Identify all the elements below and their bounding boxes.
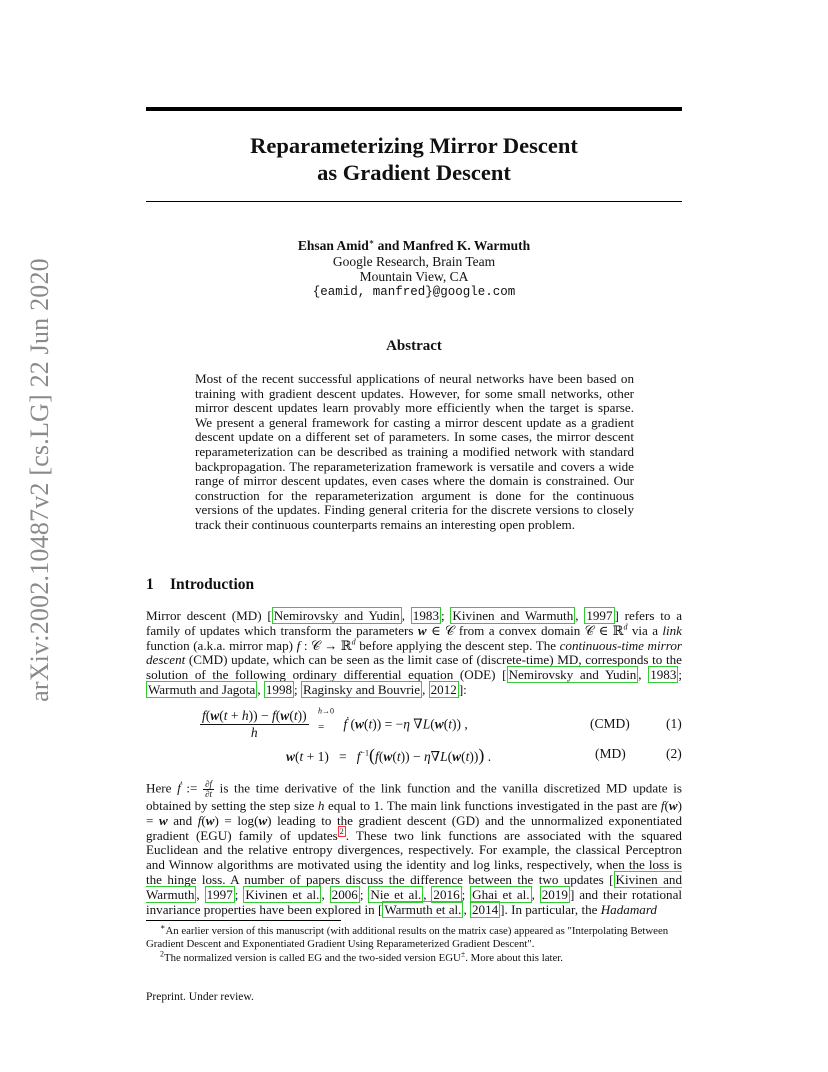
intro-paragraph: Mirror descent (MD) [ Nemirovsky and Yudin , 1983 ; Kivinen and Warmuth , 1997 ] refers to a family of updates which transform the parameters w ∈ 𝒞 from a convex domain 𝒞 ∈ ℝ$^d$ via a link function (a.k.a. mirror map) f : 𝒞 → ℝ$^d$ before applying the descent step. The continuous-time mirror descent (CMD) update, which can be seen as the limit case of (discrete-time) MD, corresponds to the solution of the following ordinary differential equation (ODE) [ Nemirovsky and Yudin , 1983 ; Warmuth and Jagota , 1998 ; Raginsky and Bouvrie , 2012 ]: <box>146 608 683 697</box>
footnote-2-link[interactable]: 2 <box>339 827 344 837</box>
equation-cmd: $\frac{f(w(t + h)) - f(w(t))}{h}$ $^{h\to 0}$ = ḟ (w(t)) = −η ∇L(w(t)) , <box>202 705 468 740</box>
author-block <box>146 238 682 300</box>
citation-link[interactable]: Kivinen and Warmuth <box>146 871 682 902</box>
citation-link[interactable]: Ghai et al. <box>472 886 530 902</box>
citation-link[interactable]: 2016 <box>433 886 460 902</box>
author-affiliation: Google Research, Brain Team <box>332 253 496 269</box>
citation-link[interactable]: Nemirovsky and Yudin <box>508 667 637 683</box>
abstract-heading: Abstract <box>386 338 442 354</box>
preprint-footer: Preprint. Under review. <box>146 991 254 1003</box>
citation-link[interactable]: 1983 <box>650 667 677 683</box>
citation-link[interactable]: Nemirovsky and Yudin <box>273 608 400 623</box>
equation-md: $w(t + 1) = f^{-1}(f(w(t)) - \eta\nabla L(w(t)))$ . <box>286 745 492 765</box>
author-names: Ehsan Amid∗ and Manfred K. Warmuth <box>297 237 531 253</box>
section-heading <box>146 576 254 594</box>
paragraph-link-functions: Here ḟ := $\frac{\partial f}{\partial t}$ is the time derivative of the link function and the vanilla discretized MD update is obtained by setting the step size h equal to 1. The main link functions investigated in the past are f(w) = w and f(w) = log(w) leading to the gradient descent (GD) and the unnormalized exponentiated gradient (EGU) family of updates $^2$ . These two link functions are associated with the squared Euclidean and the relative entropy divergences, respectively. For example, the classical Perceptron and Winnow algorithms are motivated using the identity and log links, respectively, when the loss is the hinge loss. A number of papers discuss the difference between the two updates [ Kivinen and Warmuth , 1997 ; Kivinen et al. , 2006 ; Nie et al. , 2016 ; Ghai et al. , 2019 ] and their rotational invariance properties have been explored in [ Warmuth et al. , 2014 ]. In particular, the Hadamard <box>146 779 683 917</box>
section-title: Introduction <box>170 576 255 593</box>
citation-link[interactable]: 1997 <box>586 608 613 623</box>
title-top-rule <box>146 107 682 111</box>
citation-link[interactable]: 2006 <box>331 886 358 902</box>
section-number: 1 <box>146 576 154 593</box>
arxiv-stamp-text: arXiv:2002.10487v2 [cs.LG] 22 Jun 2020 <box>25 258 54 702</box>
title-line-2: as Gradient Descent <box>317 160 511 185</box>
paper-title <box>146 132 682 186</box>
citation-link[interactable]: Nie et al. <box>370 886 422 902</box>
eq2-label: (MD) <box>595 746 626 761</box>
citation-link[interactable]: Warmuth et al. <box>384 901 462 917</box>
title-bottom-rule <box>146 201 682 202</box>
citation-link[interactable]: Raginsky and Bouvrie <box>302 681 421 697</box>
citation-link[interactable]: Warmuth and Jagota <box>148 681 256 697</box>
eq1-label: (CMD) <box>590 716 630 731</box>
citation-link[interactable]: 2012 <box>430 681 457 697</box>
arxiv-stamp <box>18 258 62 702</box>
citation-link[interactable]: Kivinen and Warmuth <box>452 608 574 623</box>
footnote-rule <box>146 920 341 921</box>
footnote-1: ∗An earlier version of this manuscript (with additional results on the matrix case) appeared as "Interpolating Between Gradient Descent and Exponentiated Gradient Using Reparameterized Gradient Descent". <box>146 922 669 950</box>
eq2-number: (2) <box>666 746 682 761</box>
citation-link[interactable]: 1983 <box>412 608 439 623</box>
citation-link[interactable]: 1998 <box>265 681 293 697</box>
citation-link[interactable]: Kivinen et al. <box>245 886 320 902</box>
abstract-body: Most of the recent successful applications of neural networks have been based on training with gradient descent updates. However, for some small networks, other mirror descent updates learn provably more efficiently when the target is sparse. We present a general framework for casting a mirror descent update as a gradient descent update on a different set of parameters. In some cases, the mirror descent reparameterization can be described as training a modified network with standard backpropagation. The reparameterization framework is versatile and covers a wide range of mirror descent updates, even cases where the domain is constrained. Our construction for the reparameterization argument is done for the continuous versions of the updates. Finding general criteria for the discrete versions to closely track their continuous counterparts remains an interesting open problem. <box>195 371 634 532</box>
author-email: {eamid, manfred}@google.com <box>312 284 516 299</box>
eq1-number: (1) <box>666 716 682 731</box>
citation-link[interactable]: 2014 <box>471 901 499 917</box>
author-location: Mountain View, CA <box>359 269 469 284</box>
title-line-1: Reparameterizing Mirror Descent <box>250 133 578 158</box>
citation-link[interactable]: 1997 <box>206 886 233 902</box>
citation-link[interactable]: 2019 <box>541 886 568 902</box>
author-footnote-mark[interactable]: ∗ <box>368 237 375 247</box>
footnote-2: $^2$The normalized version is called EG and the two-sided version EGU±. More about this later. <box>160 949 563 964</box>
